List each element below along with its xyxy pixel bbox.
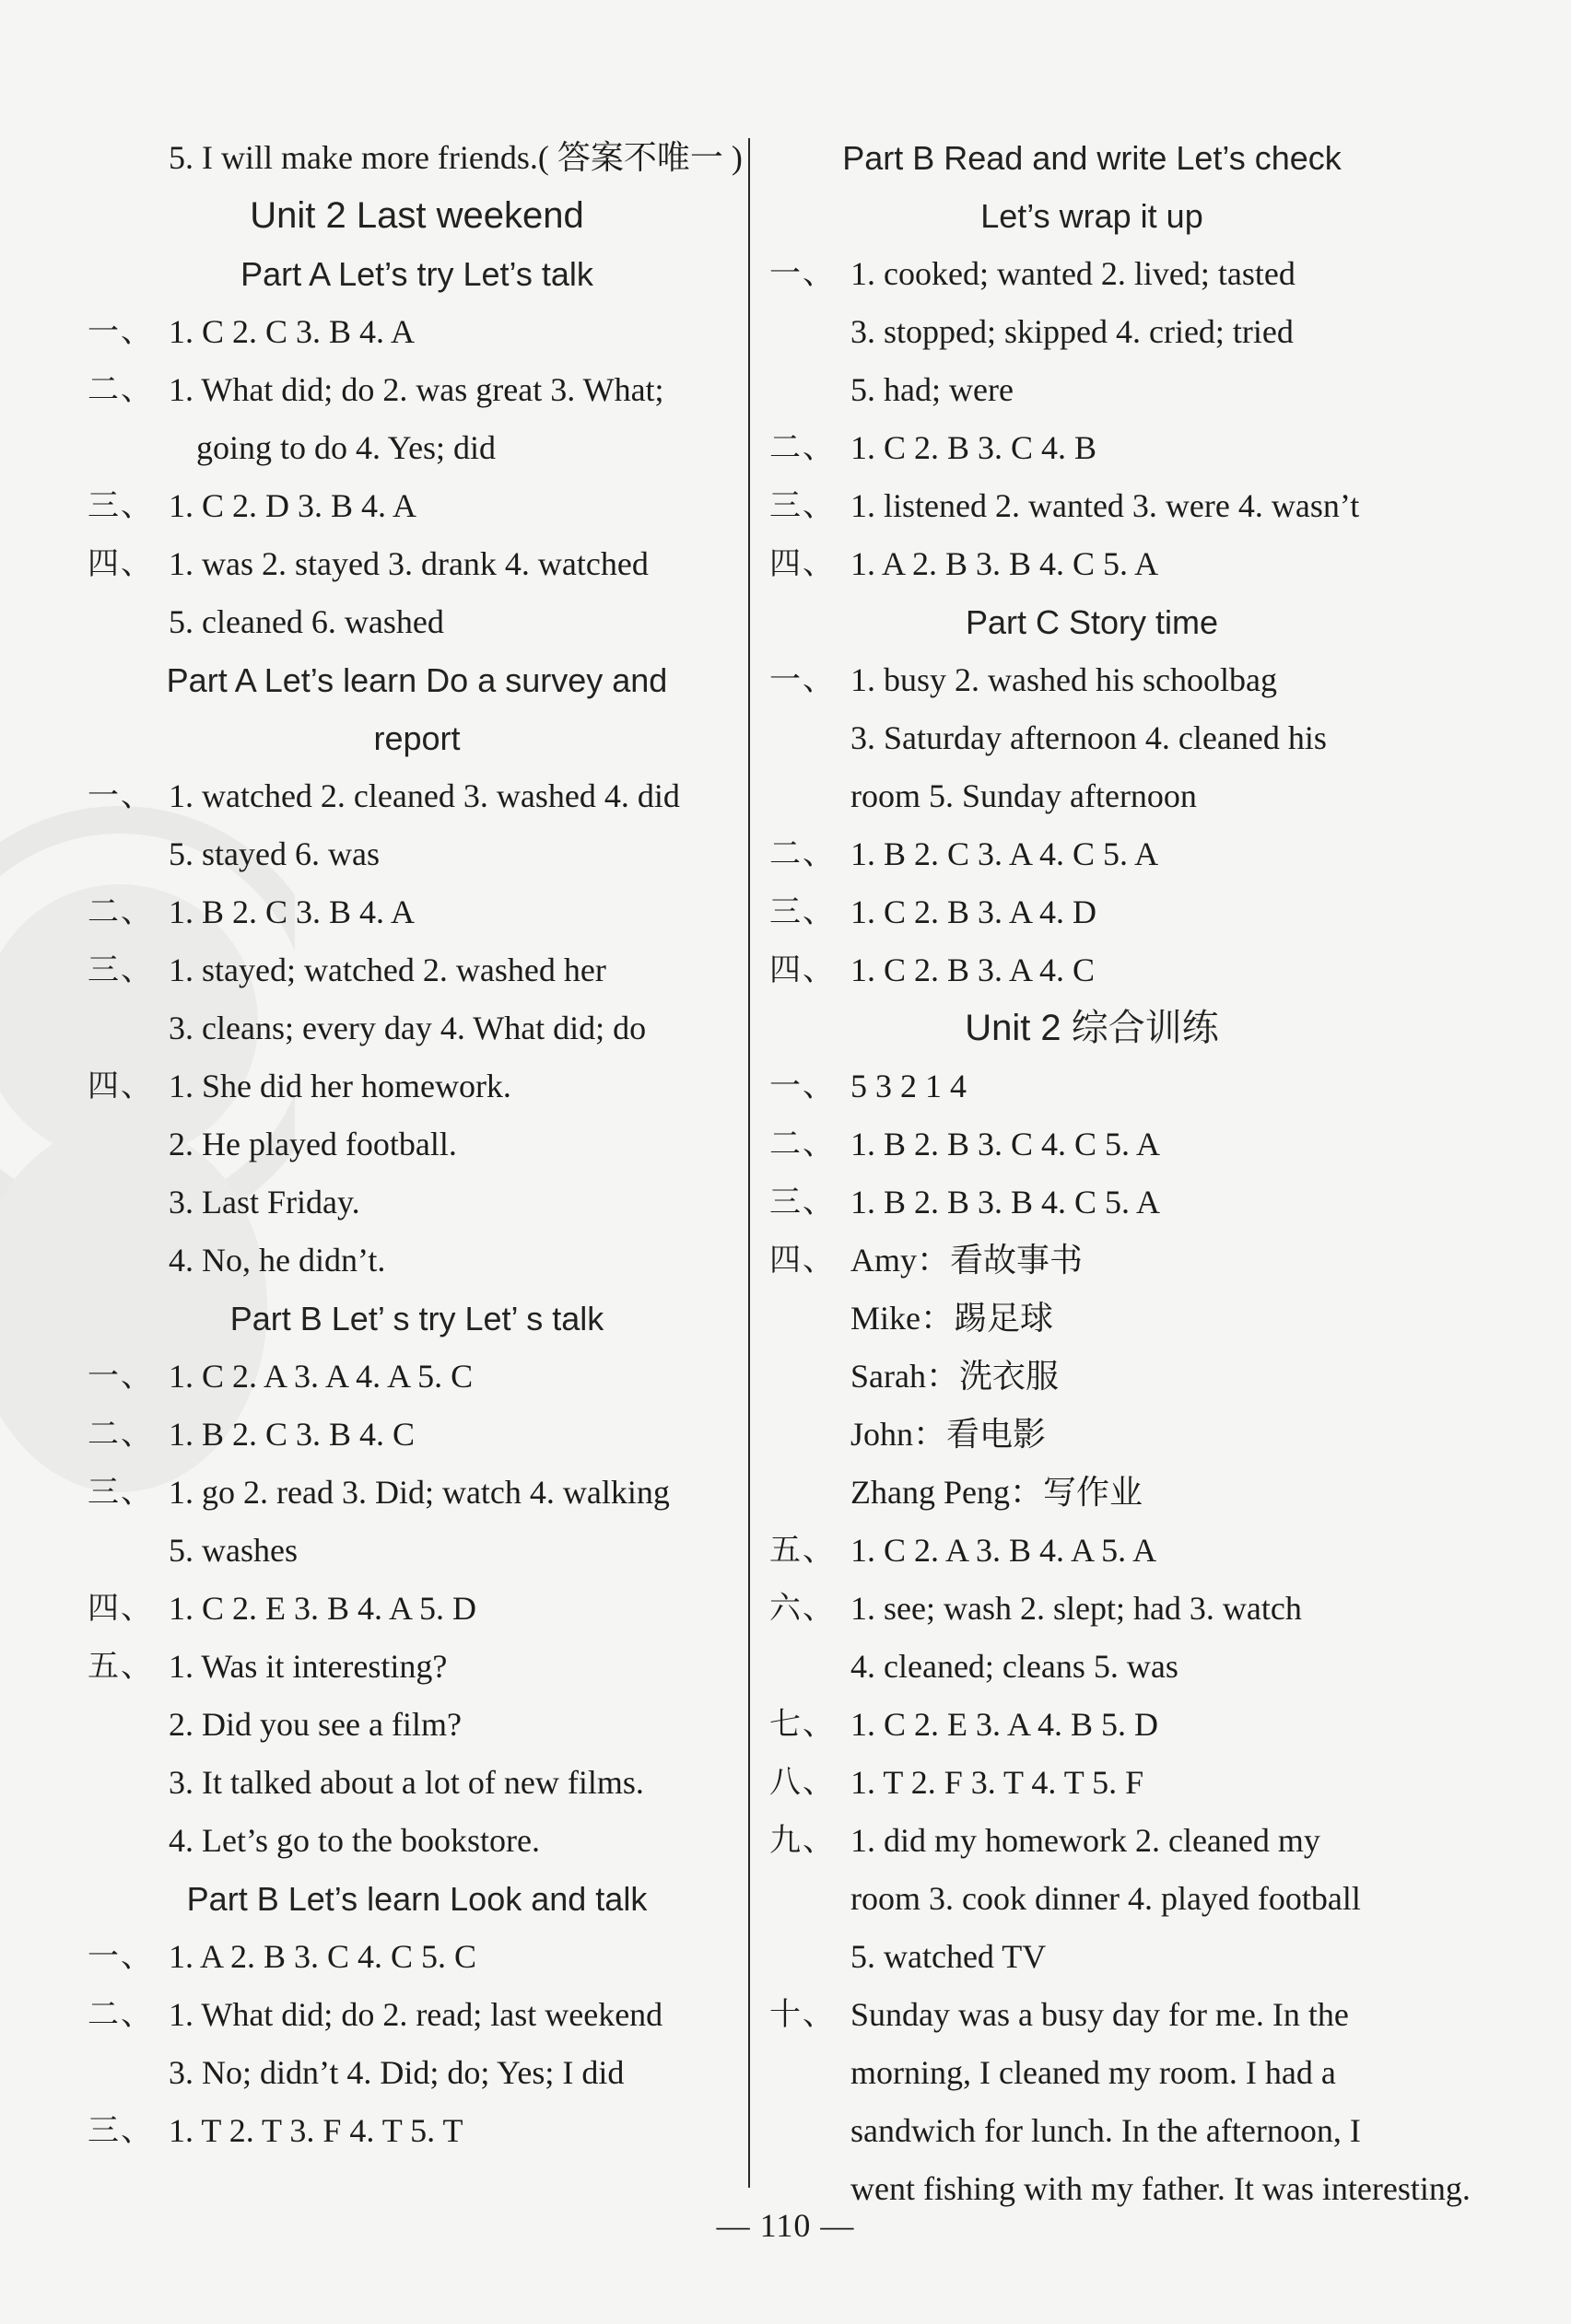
answer-item: [769, 941, 1414, 999]
answer-continuation: [769, 1406, 1414, 1464]
answer-text: morning, I cleaned my room. I had a: [850, 2054, 1336, 2091]
answer-item: [88, 1580, 746, 1638]
answer-text: Zhang Peng：写作业: [850, 1474, 1143, 1511]
answer-text: John：看电影: [850, 1416, 1047, 1453]
question-number: 三、: [769, 1184, 836, 1220]
question-number: 四、: [769, 545, 836, 582]
answer-text: 4. cleaned; cleans 5. was: [850, 1648, 1178, 1685]
answer-text: 1. C 2. E 3. A 4. B 5. D: [850, 1706, 1159, 1743]
answer-item: [769, 651, 1414, 709]
answer-text: 1. What did; do 2. was great 3. What;: [169, 371, 664, 408]
answer-text: 1. A 2. B 3. C 4. C 5. C: [169, 1938, 477, 1975]
answer-item: [88, 883, 746, 941]
answer-text: 1. C 2. B 3. C 4. B: [850, 429, 1097, 466]
answer-text: 1. C 2. E 3. B 4. A 5. D: [169, 1590, 477, 1627]
answer-continuation: [88, 2044, 746, 2102]
question-number: 二、: [769, 835, 836, 872]
question-number: 一、: [769, 1068, 836, 1104]
answer-text: 1. B 2. C 3. A 4. C 5. A: [850, 835, 1159, 872]
question-number: 三、: [88, 487, 154, 524]
answer-item: [769, 535, 1414, 593]
answer-text: Sarah：洗衣服: [850, 1358, 1059, 1395]
answer-text: 1. Was it interesting?: [169, 1648, 448, 1685]
answer-item: [769, 1754, 1414, 1812]
answer-text: Mike：踢足球: [850, 1300, 1053, 1337]
answer-continuation: [769, 2102, 1414, 2160]
section-heading: Part C Story time: [965, 603, 1219, 641]
question-number: 二、: [88, 1416, 154, 1453]
question-number: 一、: [88, 1358, 154, 1395]
question-number: 二、: [769, 429, 836, 466]
answer-continuation: [769, 1870, 1414, 1928]
question-number: 三、: [88, 1474, 154, 1511]
answer-text: 5. I will make more friends.( 答案不唯一 ): [169, 139, 743, 176]
answer-item: [769, 419, 1414, 477]
question-number: 四、: [769, 952, 836, 988]
answer-continuation: [88, 1232, 746, 1290]
answer-continuation: [769, 1638, 1414, 1696]
answer-text: 1. did my homework 2. cleaned my: [850, 1822, 1320, 1859]
answer-item: [88, 535, 746, 593]
answer-text: 5. watched TV: [850, 1938, 1047, 1975]
answer-item: [769, 1580, 1414, 1638]
answer-item: [769, 1696, 1414, 1754]
answer-item: [769, 883, 1414, 941]
question-number: 五、: [769, 1532, 836, 1569]
page-number: — 110 —: [716, 2207, 855, 2244]
question-number: 三、: [88, 952, 154, 988]
answer-text: 1. C 2. D 3. B 4. A: [169, 487, 417, 524]
question-number: 一、: [88, 1938, 154, 1975]
answer-item: [88, 2102, 746, 2160]
answer-item: [88, 1464, 746, 1522]
answer-item: [769, 1057, 1414, 1115]
answer-text: 1. cooked; wanted 2. lived; tasted: [850, 255, 1295, 292]
answer-continuation: [769, 1464, 1414, 1522]
answer-text: 2. Did you see a film?: [169, 1706, 462, 1743]
section-heading: Unit 2 Last weekend: [250, 195, 584, 236]
answer-text: 1. What did; do 2. read; last weekend: [169, 1996, 663, 2033]
question-number: 十、: [769, 1996, 836, 2033]
answer-continuation: [88, 129, 746, 187]
answer-continuation: [88, 1115, 746, 1174]
right-column: [769, 129, 1471, 2218]
answer-continuation: [88, 1812, 746, 1870]
answer-text: 5. washes: [169, 1532, 298, 1569]
question-number: 九、: [769, 1822, 836, 1859]
answer-continuation: [88, 1754, 746, 1812]
answer-item: [88, 303, 746, 361]
answer-text: 1. C 2. C 3. B 4. A: [169, 313, 416, 350]
column-divider: [748, 138, 750, 2188]
section-heading: Let’s wrap it up: [980, 197, 1203, 235]
answer-text: 1. busy 2. washed his schoolbag: [850, 661, 1277, 698]
answer-text: 1. C 2. B 3. A 4. C: [850, 952, 1096, 988]
answer-text: 1. stayed; watched 2. washed her: [169, 952, 606, 988]
section-heading: report: [373, 719, 461, 757]
question-number: 八、: [769, 1764, 836, 1801]
answer-text: 3. cleans; every day 4. What did; do: [169, 1010, 647, 1046]
question-number: 二、: [88, 893, 154, 930]
answer-text: 3. Last Friday.: [169, 1184, 360, 1220]
answer-item: [88, 1406, 746, 1464]
answer-text: 1. was 2. stayed 3. drank 4. watched: [169, 545, 649, 582]
answer-item: [769, 245, 1414, 303]
answer-item: [769, 1115, 1414, 1174]
answer-text: 3. Saturday afternoon 4. cleaned his: [850, 719, 1327, 756]
question-number: 一、: [769, 661, 836, 698]
answer-text: room 5. Sunday afternoon: [850, 777, 1197, 814]
answer-item: [88, 1057, 746, 1115]
answer-text: 1. see; wash 2. slept; had 3. watch: [850, 1590, 1302, 1627]
answer-text: 1. T 2. T 3. F 4. T 5. T: [169, 2112, 463, 2149]
answer-continuation: [88, 999, 746, 1057]
answer-text: Amy：看故事书: [850, 1242, 1084, 1279]
answer-continuation: [769, 303, 1414, 361]
answer-item: [88, 1348, 746, 1406]
answer-continuation: [769, 2044, 1414, 2102]
question-number: 一、: [769, 255, 836, 292]
answer-text: 1. listened 2. wanted 3. were 4. wasn’t: [850, 487, 1360, 524]
answer-text: 3. It talked about a lot of new films.: [169, 1764, 644, 1801]
question-number: 四、: [88, 545, 154, 582]
question-number: 二、: [88, 1996, 154, 2033]
answer-continuation: [769, 767, 1414, 825]
answer-item: [88, 941, 746, 999]
section-heading: Part B Read and write Let’s check: [842, 139, 1342, 177]
answer-text: 1. She did her homework.: [169, 1068, 511, 1104]
answer-text: 3. No; didn’t 4. Did; do; Yes; I did: [169, 2054, 625, 2091]
question-number: 二、: [769, 1126, 836, 1162]
answer-item: [769, 1174, 1414, 1232]
answer-continuation: [88, 593, 746, 651]
answer-text: 5 3 2 1 4: [850, 1068, 967, 1104]
answer-text: 3. stopped; skipped 4. cried; tried: [850, 313, 1294, 350]
question-number: 四、: [88, 1590, 154, 1627]
answer-text: 1. T 2. F 3. T 4. T 5. F: [850, 1764, 1144, 1801]
answer-item: [769, 1986, 1414, 2044]
question-number: 三、: [769, 893, 836, 930]
answer-item: [769, 477, 1414, 535]
answer-continuation: [769, 361, 1414, 419]
answer-item: [88, 361, 746, 419]
answer-text: 5. stayed 6. was: [169, 835, 380, 872]
section-heading: Part B Let’s learn Look and talk: [186, 1880, 648, 1918]
question-number: 二、: [88, 371, 154, 408]
answer-continuation: [88, 1522, 746, 1580]
answer-text: 1. watched 2. cleaned 3. washed 4. did: [169, 777, 680, 814]
answer-text: went fishing with my father. It was interesting.: [850, 2170, 1471, 2207]
question-number: 四、: [88, 1068, 154, 1104]
question-number: 六、: [769, 1590, 836, 1627]
question-number: 三、: [88, 2112, 154, 2149]
answer-continuation: [769, 1348, 1414, 1406]
question-number: 一、: [88, 313, 154, 350]
answer-item: [88, 477, 746, 535]
section-heading: Unit 2 综合训练: [965, 1008, 1219, 1048]
answer-continuation: [88, 419, 746, 477]
answer-item: [769, 1812, 1414, 1870]
question-number: 七、: [769, 1706, 836, 1743]
answer-text: 1. A 2. B 3. B 4. C 5. A: [850, 545, 1159, 582]
answer-item: [88, 1928, 746, 1986]
section-heading: Part A Let’s try Let’s talk: [240, 255, 593, 293]
answer-text: sandwich for lunch. In the afternoon, I: [850, 2112, 1361, 2149]
answer-text: 1. B 2. B 3. C 4. C 5. A: [850, 1126, 1161, 1162]
answer-text: 1. C 2. A 3. B 4. A 5. A: [850, 1532, 1157, 1569]
left-column: [88, 129, 746, 2160]
question-number: 三、: [769, 487, 836, 524]
answer-continuation: [769, 1290, 1414, 1348]
answer-text: going to do 4. Yes; did: [196, 429, 497, 466]
answer-text: 1. C 2. A 3. A 4. A 5. C: [169, 1358, 474, 1395]
section-heading: Part A Let’s learn Do a survey and: [166, 661, 668, 699]
section-heading: Part B Let’ s try Let’ s talk: [229, 1300, 604, 1337]
answer-item: [769, 1232, 1414, 1290]
answer-item: [88, 1638, 746, 1696]
answer-item: [88, 1986, 746, 2044]
answer-item: [769, 825, 1414, 883]
answer-text: Sunday was a busy day for me. In the: [850, 1996, 1349, 2033]
answer-text: 1. go 2. read 3. Did; watch 4. walking: [169, 1474, 670, 1511]
answer-continuation: [88, 1696, 746, 1754]
answer-continuation: [769, 709, 1414, 767]
answer-text: 5. had; were: [850, 371, 1014, 408]
answer-item: [769, 1522, 1414, 1580]
answer-continuation: [88, 825, 746, 883]
answer-text: 1. B 2. C 3. B 4. A: [169, 893, 416, 930]
question-number: 四、: [769, 1242, 836, 1279]
answer-item: [88, 767, 746, 825]
answer-text: 4. No, he didn’t.: [169, 1242, 386, 1279]
answer-text: 5. cleaned 6. washed: [169, 603, 444, 640]
answer-text: 1. B 2. B 3. B 4. C 5. A: [850, 1184, 1161, 1220]
answer-text: room 3. cook dinner 4. played football: [850, 1880, 1361, 1917]
answer-text: 1. C 2. B 3. A 4. D: [850, 893, 1097, 930]
answer-continuation: [88, 1174, 746, 1232]
answer-text: 1. B 2. C 3. B 4. C: [169, 1416, 416, 1453]
answer-text: 2. He played football.: [169, 1126, 457, 1162]
answer-text: 4. Let’s go to the bookstore.: [169, 1822, 540, 1859]
question-number: 五、: [88, 1648, 154, 1685]
answer-continuation: [769, 1928, 1414, 1986]
question-number: 一、: [88, 777, 154, 814]
